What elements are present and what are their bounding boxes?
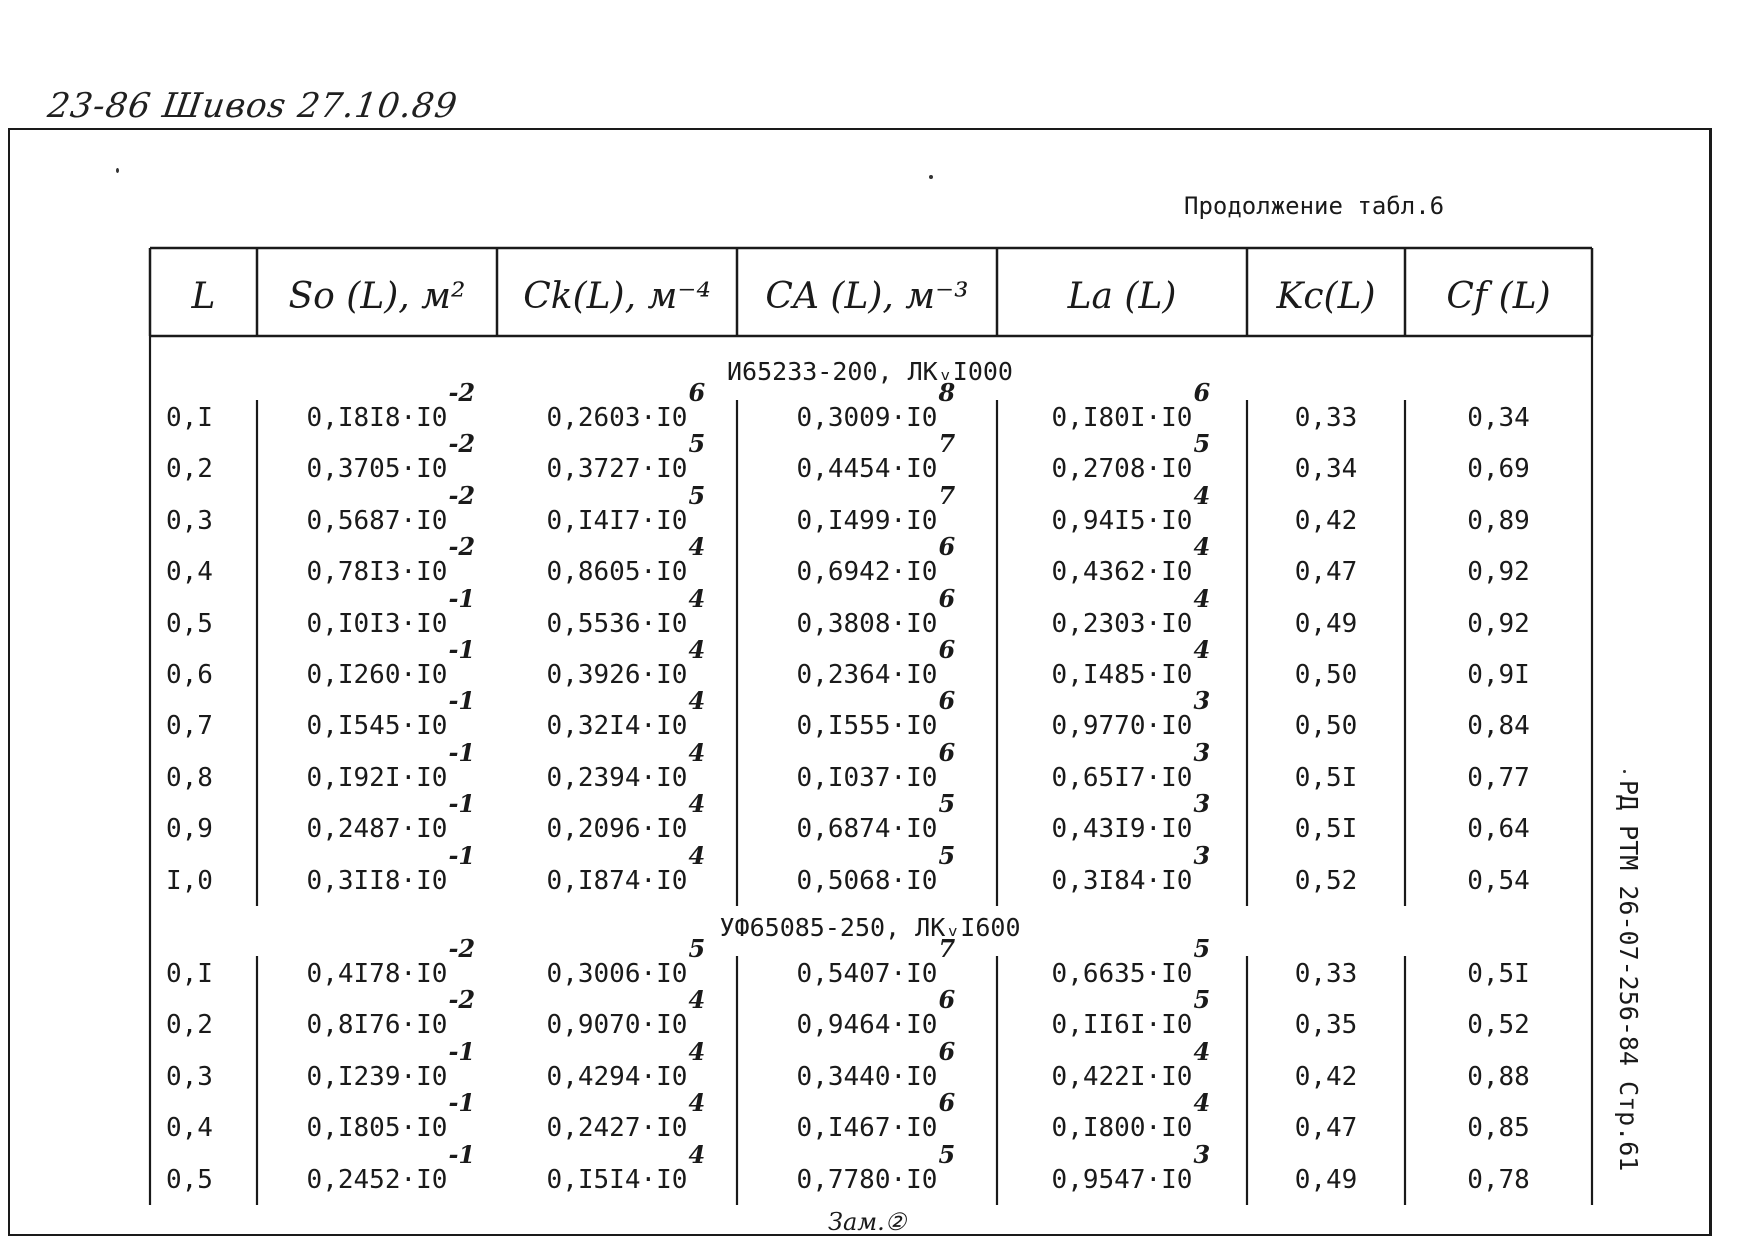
- cell-mantissa: 0,I239·I0 -1: [306, 1036, 476, 1092]
- cell-exponent: -2: [448, 429, 476, 459]
- cell-l: 0,3: [166, 1061, 213, 1092]
- section-title: И65233-200, ЛКᵥI000: [727, 357, 1013, 386]
- cell-kc: 0,47: [1294, 557, 1358, 588]
- cell-mantissa: 0,3440·I0 6: [796, 1036, 956, 1092]
- cell-exponent: 4: [1193, 532, 1211, 562]
- cell-exponent: 6: [1193, 378, 1211, 407]
- cell-exponent: 4: [688, 789, 706, 819]
- cell-kc: 0,42: [1294, 1061, 1358, 1092]
- cell-mantissa: 0,9547·I0 3: [1051, 1139, 1211, 1195]
- cell-exponent: 5: [938, 789, 956, 819]
- cell-mantissa: 0,3II8·I0 -1: [306, 840, 476, 896]
- cell-mantissa: 0,I5I4·I0 4: [546, 1139, 706, 1195]
- cell-exponent: -1: [448, 789, 476, 819]
- cell-kc: 0,50: [1294, 711, 1358, 742]
- cell-kc: 0,33: [1294, 959, 1358, 989]
- document-code-label: РД РТМ 26-07-256-84 Стр.61: [1614, 780, 1643, 1172]
- cell-cf: 0,64: [1467, 814, 1530, 845]
- cell-exponent: 5: [1193, 429, 1211, 459]
- cell-mantissa: 0,2303·I0 4: [1051, 583, 1211, 639]
- cell-ca: [737, 686, 997, 746]
- cell-l: 0,5: [166, 608, 213, 639]
- cell-so: [257, 840, 497, 901]
- cell-l: 0,5: [166, 1164, 213, 1195]
- header-cf: Cf (L): [1446, 276, 1551, 317]
- cell-exponent: -2: [448, 532, 476, 562]
- cell-exponent: -2: [448, 480, 476, 510]
- cell-exponent: 6: [938, 737, 956, 767]
- cell-mantissa: 0,9070·I0 4: [546, 985, 706, 1041]
- cell-mantissa: 0,32I4·I0 4: [546, 686, 706, 742]
- cell-mantissa: 0,2452·I0 -1: [306, 1139, 476, 1195]
- cell-exponent: 6: [938, 1036, 956, 1066]
- cell-exponent: 3: [1193, 840, 1211, 870]
- change-note: Зам.②: [828, 1208, 907, 1236]
- cell-exponent: 6: [938, 583, 956, 613]
- cell-mantissa: 0,94I5·I0 4: [1051, 480, 1211, 536]
- cell-exponent: 4: [688, 1036, 706, 1066]
- cell-kc: 0,33: [1294, 403, 1358, 433]
- cell-cf: 0,89: [1467, 505, 1530, 536]
- cell-exponent: 4: [1193, 480, 1211, 510]
- cell-mantissa: 0,I805·I0 -1: [306, 1088, 476, 1144]
- cell-exponent: 3: [1193, 737, 1211, 767]
- cell-exponent: -2: [448, 378, 476, 407]
- cell-cf: 0,84: [1467, 711, 1530, 742]
- cell-ca: [737, 789, 997, 849]
- cell-l: 0,I: [166, 959, 213, 989]
- cell-mantissa: 0,3705·I0 -2: [306, 429, 476, 485]
- cell-ca: [737, 1139, 997, 1200]
- cell-exponent: 4: [1193, 635, 1211, 664]
- cell-cf: 0,85: [1467, 1113, 1530, 1144]
- cell-exponent: 5: [1193, 934, 1211, 963]
- cell-kc: 0,35: [1294, 1010, 1358, 1041]
- cell-so: [257, 1139, 497, 1200]
- handwritten-note: 23-86 Шuвоs 27.10.89: [45, 86, 461, 126]
- cell-exponent: 4: [688, 1139, 706, 1169]
- cell-exponent: -2: [448, 934, 476, 963]
- cell-mantissa: 0,I037·I0 6: [796, 737, 956, 793]
- cell-ca: [737, 532, 997, 592]
- cell-exponent: 5: [688, 480, 706, 510]
- cell-cf: 0,9I: [1467, 660, 1530, 690]
- cell-exponent: 4: [688, 635, 706, 664]
- cell-exponent: 4: [1193, 1088, 1211, 1118]
- header-so: So (L), м²: [288, 276, 466, 317]
- cell-kc: 0,47: [1294, 1113, 1358, 1144]
- header-la: La (L): [1067, 276, 1177, 317]
- cell-kc: 0,49: [1294, 1164, 1358, 1195]
- cell-mantissa: 0,2394·I0 4: [546, 737, 706, 793]
- cell-kc: 0,5I: [1294, 762, 1358, 793]
- cell-exponent: 4: [1193, 1036, 1211, 1066]
- cell-exponent: 4: [688, 985, 706, 1015]
- cell-ca: [737, 1088, 997, 1148]
- cell-exponent: -1: [448, 840, 476, 870]
- cell-mantissa: 0,3I84·I0 3: [1051, 840, 1211, 896]
- cell-cf: 0,52: [1467, 1010, 1530, 1041]
- cell-l: 0,3: [166, 505, 213, 536]
- cell-ck: [497, 840, 737, 901]
- cell-mantissa: 0,I485·I0 4: [1051, 635, 1211, 690]
- cell-mantissa: 0,5068·I0 5: [796, 840, 956, 896]
- cell-mantissa: 0,5536·I0 4: [546, 583, 706, 639]
- cell-mantissa: 0,I874·I0 4: [546, 840, 706, 896]
- cell-mantissa: 0,4454·I0 7: [796, 429, 956, 485]
- cell-exponent: 5: [938, 840, 956, 870]
- cell-exponent: 5: [688, 934, 706, 963]
- table-caption: Продолжение табл.6: [1184, 192, 1445, 220]
- cell-ca: [737, 1036, 997, 1097]
- cell-mantissa: 0,I4I7·I0 5: [546, 480, 706, 536]
- cell-exponent: 4: [688, 840, 706, 870]
- cell-exponent: 8: [938, 378, 956, 407]
- cell-exponent: 6: [938, 686, 956, 716]
- cell-kc: 0,34: [1294, 454, 1358, 485]
- cell-mantissa: 0,II6I·I0 5: [1051, 985, 1211, 1041]
- cell-exponent: 7: [938, 480, 956, 510]
- cell-mantissa: 0,I0I3·I0 -1: [306, 583, 476, 639]
- cell-kc: 0,49: [1294, 608, 1358, 639]
- cell-exponent: 6: [938, 635, 956, 664]
- cell-cf: 0,77: [1467, 762, 1530, 793]
- cell-mantissa: 0,I800·I0 4: [1051, 1088, 1211, 1144]
- cell-exponent: 4: [1193, 583, 1211, 613]
- cell-ca: [737, 378, 997, 438]
- cell-mantissa: 0,3006·I0 5: [546, 934, 706, 989]
- cell-exponent: 3: [1193, 686, 1211, 716]
- cell-kc: 0,52: [1294, 865, 1358, 896]
- cell-exponent: -1: [448, 635, 476, 664]
- cell-l: 0,7: [166, 711, 213, 742]
- cell-cf: 0,92: [1467, 557, 1530, 588]
- cell-exponent: 4: [688, 737, 706, 767]
- cell-mantissa: 0,4362·I0 4: [1051, 532, 1211, 588]
- cell-mantissa: 0,6874·I0 5: [796, 789, 956, 845]
- cell-cf: 0,34: [1467, 403, 1530, 433]
- cell-exponent: 6: [938, 532, 956, 562]
- cell-ca: [737, 583, 997, 644]
- cell-kc: 0,42: [1294, 505, 1358, 536]
- cell-mantissa: 0,5407·I0 7: [796, 934, 956, 989]
- cell-cf: 0,5I: [1467, 959, 1530, 989]
- cell-exponent: -1: [448, 1036, 476, 1066]
- cell-ck: [497, 1139, 737, 1200]
- cell-cf: 0,54: [1467, 865, 1530, 896]
- cell-exponent: 6: [938, 985, 956, 1015]
- cell-mantissa: 0,43I9·I0 3: [1051, 789, 1211, 845]
- cell-mantissa: 0,I555·I0 6: [796, 686, 956, 742]
- cell-ca: [737, 737, 997, 798]
- cell-mantissa: 0,2096·I0 4: [546, 789, 706, 845]
- cell-mantissa: 0,2708·I0 5: [1051, 429, 1211, 485]
- cell-exponent: 5: [688, 429, 706, 459]
- cell-mantissa: 0,4294·I0 4: [546, 1036, 706, 1092]
- cell-l: 0,I: [166, 403, 213, 433]
- cell-mantissa: 0,7780·I0 5: [796, 1139, 956, 1195]
- cell-mantissa: 0,3926·I0 4: [546, 635, 706, 690]
- cell-ca: [737, 934, 997, 994]
- header-kc: Kc(L): [1276, 276, 1376, 317]
- cell-l: 0,2: [166, 454, 213, 485]
- cell-mantissa: 0,I260·I0 -1: [306, 635, 476, 690]
- cell-exponent: 5: [1193, 985, 1211, 1015]
- cell-ca: [737, 635, 997, 695]
- cell-mantissa: 0,65I7·I0 3: [1051, 737, 1211, 793]
- header-ca: CA (L), м⁻³: [765, 276, 969, 317]
- cell-exponent: 7: [938, 934, 956, 963]
- cell-mantissa: 0,6942·I0 6: [796, 532, 956, 588]
- cell-mantissa: 0,I8I8·I0 -2: [306, 378, 476, 433]
- cell-exponent: -1: [448, 737, 476, 767]
- cell-exponent: 7: [938, 429, 956, 459]
- cell-exponent: -2: [448, 985, 476, 1015]
- cell-mantissa: 0,422I·I0 4: [1051, 1036, 1211, 1092]
- cell-mantissa: 0,I92I·I0 -1: [306, 737, 476, 793]
- cell-exponent: 4: [688, 532, 706, 562]
- cell-mantissa: 0,3727·I0 5: [546, 429, 706, 485]
- cell-mantissa: 0,3808·I0 6: [796, 583, 956, 639]
- cell-exponent: -1: [448, 583, 476, 613]
- cell-mantissa: 0,6635·I0 5: [1051, 934, 1211, 989]
- cell-mantissa: 0,4I78·I0 -2: [306, 934, 476, 989]
- cell-cf: 0,92: [1467, 608, 1530, 639]
- cell-cf: 0,69: [1467, 454, 1530, 485]
- cell-mantissa: 0,9770·I0 3: [1051, 686, 1211, 742]
- cell-l: I,0: [166, 865, 213, 896]
- section-title: УФ65085-250, ЛКᵥI600: [719, 913, 1021, 942]
- cell-l: 0,9: [166, 814, 213, 845]
- cell-exponent: 5: [938, 1139, 956, 1169]
- cell-mantissa: 0,78I3·I0 -2: [306, 532, 476, 588]
- cell-ca: [737, 429, 997, 489]
- cell-exponent: 4: [688, 583, 706, 613]
- cell-ca: [737, 840, 997, 901]
- cell-la: [997, 1139, 1247, 1200]
- cell-l: 0,2: [166, 1010, 213, 1041]
- cell-mantissa: 0,3009·I0 8: [796, 378, 956, 433]
- cell-exponent: 3: [1193, 789, 1211, 819]
- cell-mantissa: 0,I499·I0 7: [796, 480, 956, 536]
- cell-cf: 0,78: [1467, 1164, 1530, 1195]
- cell-l: 0,4: [166, 557, 213, 588]
- cell-mantissa: 0,I80I·I0 6: [1051, 378, 1211, 433]
- cell-mantissa: 0,2487·I0 -1: [306, 789, 476, 845]
- cell-exponent: 6: [938, 1088, 956, 1118]
- cell-la: [997, 840, 1247, 901]
- cell-kc: 0,5I: [1294, 814, 1358, 845]
- cell-exponent: -1: [448, 686, 476, 716]
- cell-mantissa: 0,2364·I0 6: [796, 635, 956, 690]
- cell-l: 0,4: [166, 1113, 213, 1144]
- cell-mantissa: 0,I467·I0 6: [796, 1088, 956, 1144]
- cell-mantissa: 0,9464·I0 6: [796, 985, 956, 1041]
- cell-exponent: 4: [688, 1088, 706, 1118]
- cell-l: 0,6: [166, 660, 213, 690]
- cell-cf: 0,88: [1467, 1061, 1530, 1092]
- cell-mantissa: 0,8605·I0 4: [546, 532, 706, 588]
- cell-exponent: 6: [688, 378, 706, 407]
- cell-exponent: 3: [1193, 1139, 1211, 1169]
- cell-exponent: -1: [448, 1139, 476, 1169]
- cell-mantissa: 0,8I76·I0 -2: [306, 985, 476, 1041]
- cell-ca: [737, 480, 997, 541]
- cell-exponent: 4: [688, 686, 706, 716]
- cell-mantissa: 0,5687·I0 -2: [306, 480, 476, 536]
- cell-mantissa: 0,2427·I0 4: [546, 1088, 706, 1144]
- cell-mantissa: 0,I545·I0 -1: [306, 686, 476, 742]
- cell-ca: [737, 985, 997, 1045]
- cell-l: 0,8: [166, 762, 213, 793]
- header-ck: Ck(L), м⁻⁴: [523, 276, 711, 317]
- cell-mantissa: 0,2603·I0 6: [546, 378, 706, 433]
- cell-kc: 0,50: [1294, 660, 1358, 690]
- cell-exponent: -1: [448, 1088, 476, 1118]
- header-l: L: [191, 276, 216, 317]
